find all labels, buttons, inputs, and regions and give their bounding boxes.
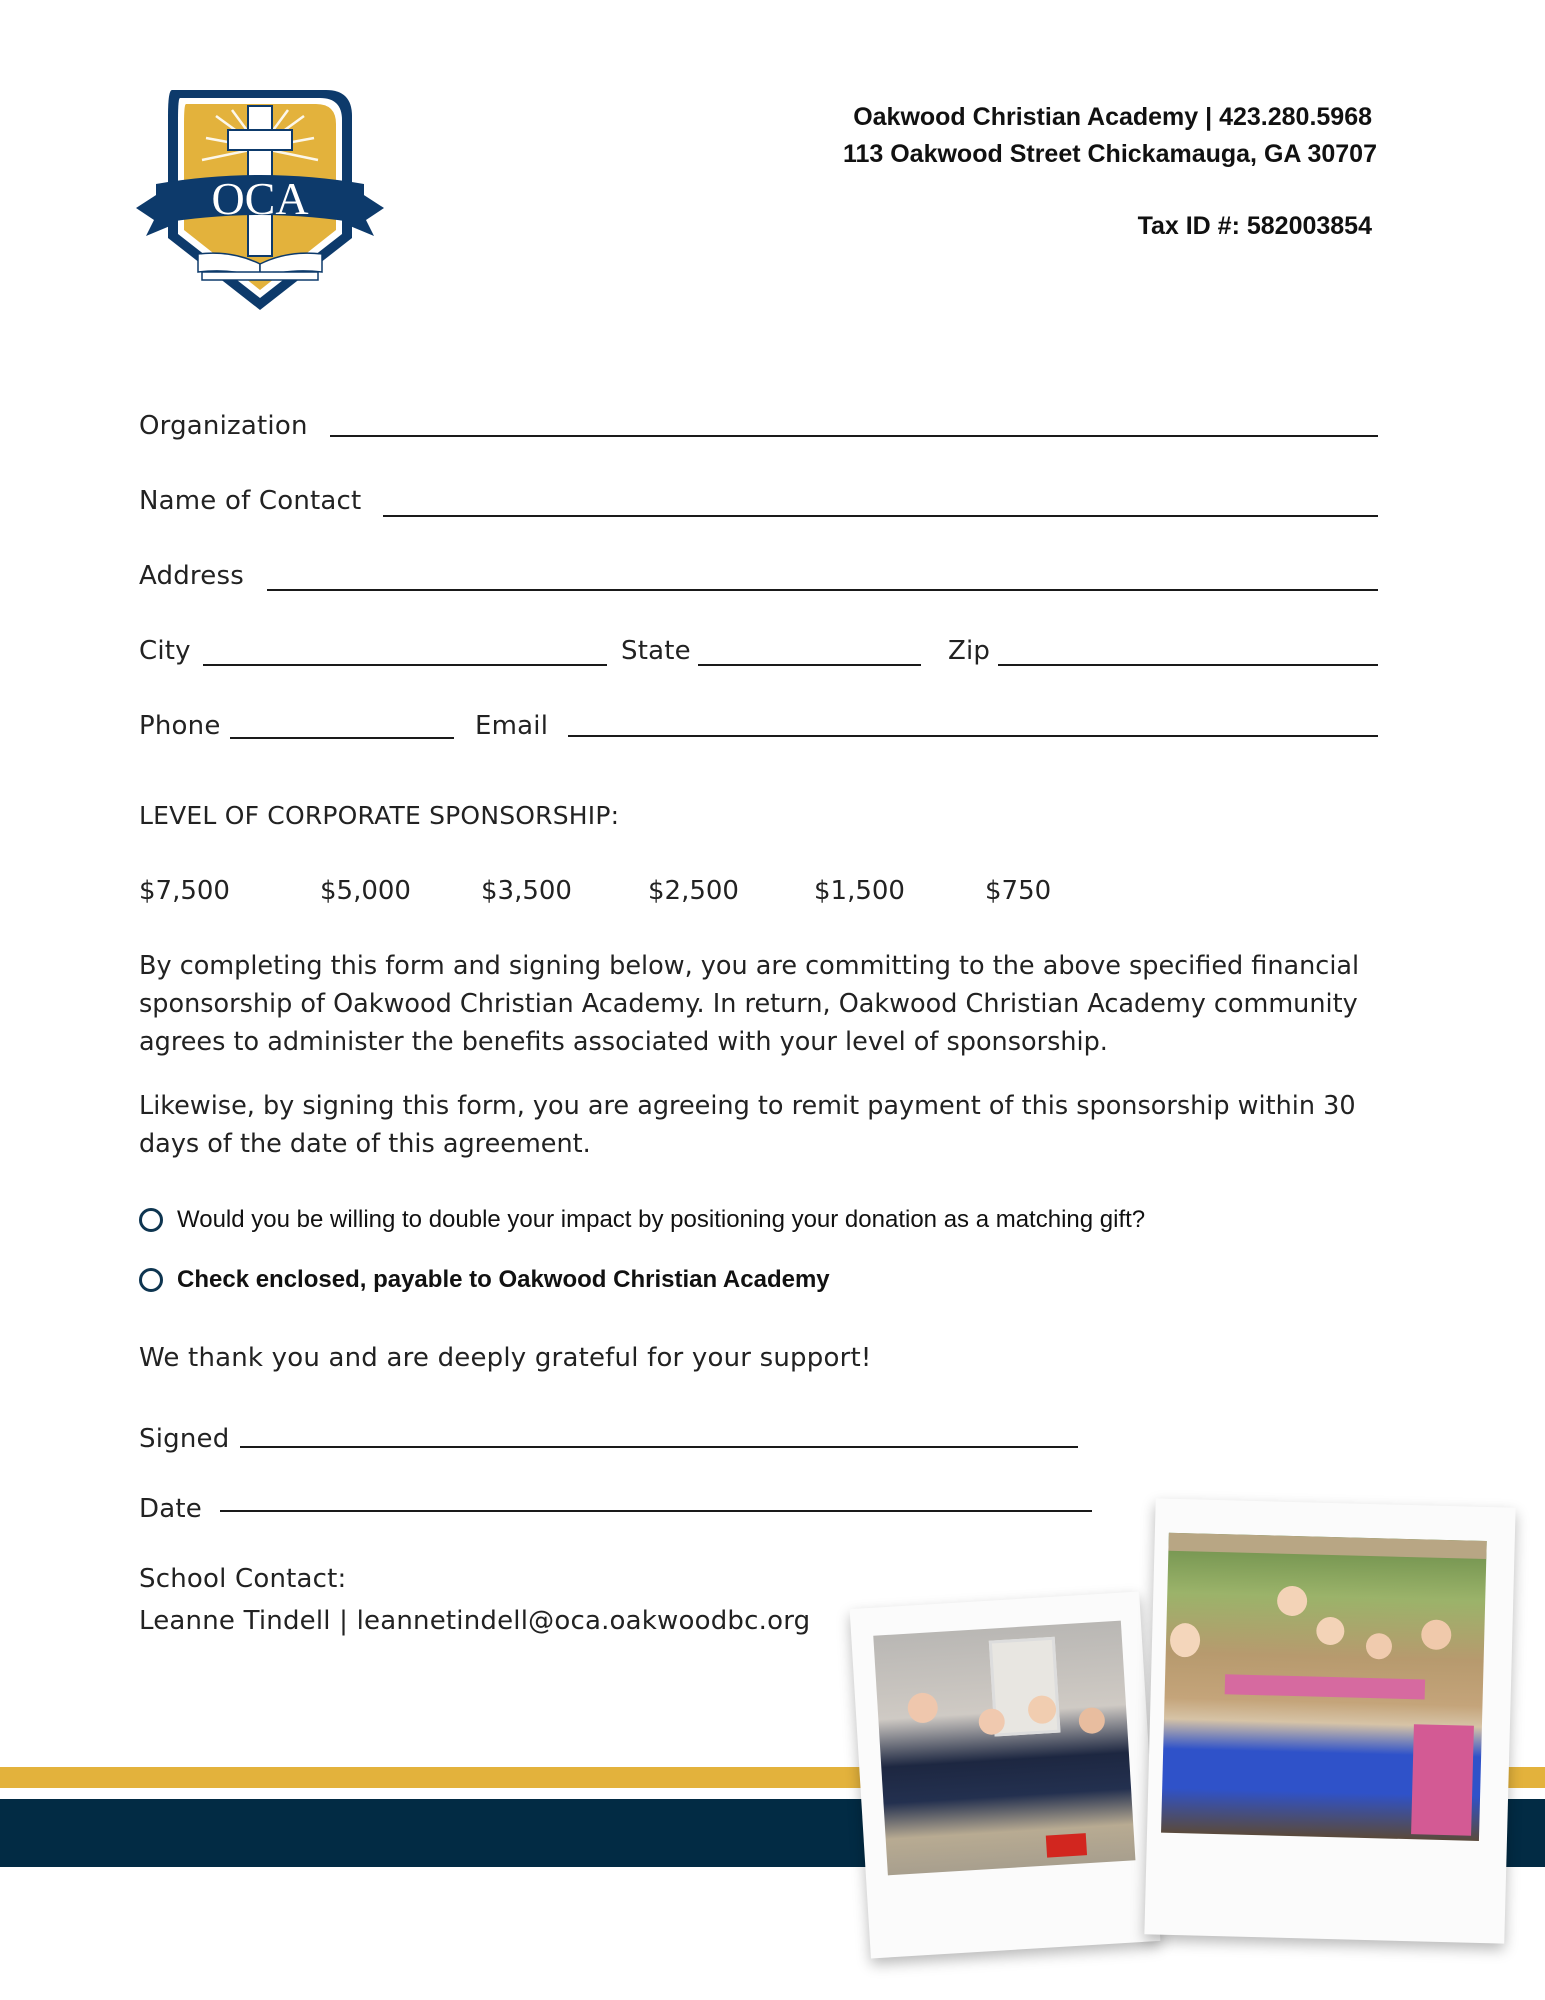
sponsorship-heading: LEVEL OF CORPORATE SPONSORSHIP: <box>139 801 620 830</box>
signature-field[interactable] <box>240 1446 1078 1448</box>
email-field[interactable] <box>568 735 1378 737</box>
email-label: Email <box>475 711 549 741</box>
check-enclosed-label: Check enclosed, payable to Oakwood Christian Academy <box>177 1266 830 1293</box>
contact-name-label: Name of Contact <box>139 486 362 516</box>
phone-field[interactable] <box>230 737 454 739</box>
organization-label: Organization <box>139 411 308 441</box>
header-tax-id: Tax ID #: 582003854 <box>1137 212 1372 240</box>
signed-label: Signed <box>139 1424 230 1454</box>
zip-label: Zip <box>948 636 991 666</box>
phone-label: Phone <box>139 711 221 741</box>
sponsorship-level-1500[interactable]: $1,500 <box>814 876 905 906</box>
agreement-paragraph-2: Likewise, by signing this form, you are agreeing to remit payment of this sponsorship within 30 days of the date of this agreement. <box>139 1091 1356 1159</box>
address-label: Address <box>139 561 244 591</box>
children-playground-polaroid <box>1144 1498 1515 1943</box>
city-label: City <box>139 636 191 666</box>
header-org-phone: Oakwood Christian Academy | 423.280.5968 <box>853 103 1372 131</box>
agreement-paragraph-1: By completing this form and signing below, you are committing to the above specified financial sponsorship of Oakwood Christian Academy. In return, Oakwood Christian Academy community agrees to administer the benefits associated with your level of sponsorship. <box>139 951 1360 1057</box>
zip-field[interactable] <box>998 664 1378 666</box>
sponsorship-level-5000[interactable]: $5,000 <box>320 876 411 906</box>
header-address: 113 Oakwood Street Chickamauga, GA 30707 <box>842 140 1377 168</box>
school-contact-heading: School Contact: <box>139 1564 347 1594</box>
contact-name-field[interactable] <box>383 515 1378 517</box>
matching-gift-option[interactable] <box>139 1206 1145 1234</box>
state-field[interactable] <box>698 664 921 666</box>
students-classroom-polaroid <box>850 1591 1161 1958</box>
svg-text:OCA: OCA <box>211 173 309 224</box>
date-label: Date <box>139 1494 202 1524</box>
students-classroom-photo <box>873 1621 1135 1876</box>
sponsorship-level-3500[interactable]: $3,500 <box>481 876 572 906</box>
date-field[interactable] <box>220 1510 1092 1512</box>
sponsorship-level-750[interactable]: $750 <box>985 876 1052 906</box>
sponsorship-level-7500[interactable]: $7,500 <box>139 876 230 906</box>
city-field[interactable] <box>203 664 607 666</box>
address-field[interactable] <box>267 589 1378 591</box>
organization-field[interactable] <box>330 435 1378 437</box>
state-label: State <box>621 636 691 666</box>
sponsorship-level-2500[interactable]: $2,500 <box>648 876 739 906</box>
radio-circle-icon[interactable] <box>139 1208 163 1232</box>
thank-you-text: We thank you and are deeply grateful for your support! <box>139 1343 872 1373</box>
matching-gift-label: Would you be willing to double your impact by positioning your donation as a matching gift? <box>177 1206 1146 1233</box>
school-contact-details: Leanne Tindell | leannetindell@oca.oakwoodbc.org <box>139 1606 811 1636</box>
oca-crest-logo <box>136 88 384 313</box>
check-enclosed-option[interactable] <box>139 1266 830 1294</box>
children-playground-photo <box>1161 1533 1487 1841</box>
radio-circle-icon[interactable] <box>139 1268 163 1292</box>
